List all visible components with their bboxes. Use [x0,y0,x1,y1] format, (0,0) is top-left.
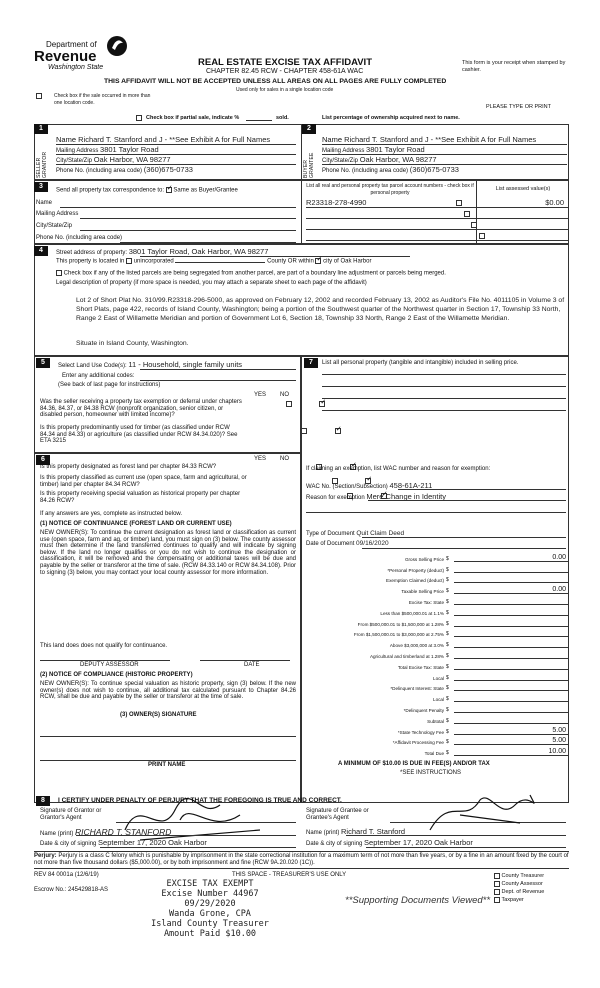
section-2-number: 2 [302,124,316,134]
print-name-line[interactable] [40,760,296,761]
located-label: This property is located in [56,258,125,265]
section-6 [34,453,301,803]
buyer-address-row [322,145,425,154]
stamp-line: EXCISE TAX EXEMPT [166,879,254,889]
fee-row [306,605,568,616]
sec3-name-field[interactable] [60,207,296,208]
reason-line-2[interactable] [306,512,566,513]
fee-label: Exemption Claimed (deduct) [386,578,444,584]
fee-label: Local [433,675,444,681]
dollar-sign: $ [446,685,449,692]
parcel-line-2 [306,218,568,219]
dor-swirl-icon [106,34,128,58]
buyer-label: BUYER GRANTEE [303,152,315,178]
land-use-label: Select Land Use Code(s): [58,363,127,369]
section-1-number: 1 [34,124,48,134]
copy-assessor [494,880,544,888]
buyer-phone-field[interactable]: (360)675-0733 [409,165,459,174]
section-7-number: 7 [304,358,318,368]
street-row [56,247,268,256]
treasurer-only: THIS SPACE - TREASURER'S USE ONLY [232,872,347,878]
fee-row [306,659,568,670]
see-back-note: (See back of last page for instructions) [58,382,161,388]
street-label: Street address of property: [56,250,128,256]
fee-row [306,702,568,713]
fee-row [306,616,568,627]
fee-label: From $1,500,000.01 to $3,000,000 at 2.75% [353,632,444,638]
buyer-phone-label: Phone No. (including area code) [322,168,409,174]
sec5-q2: Is this property predominantly used for timber (as classified under RCW 84.34 and 84.33) or agriculture (as classified under RCW 84.34.020)? See ETA 3215 [40,425,238,444]
notice-1-title: (1) NOTICE OF CONTINUANCE (FOREST LAND OR CURRENT USE) [40,521,232,527]
unincorporated-check[interactable] [126,258,132,264]
fee-value[interactable] [454,607,568,616]
grantor-sig-label: Signature of Grantor or Grantor's Agent [40,808,102,821]
seller-phone-label: Phone No. (including area code) [56,168,143,174]
qualify-row [40,643,167,649]
doc-type-label: Type of Document [306,531,355,537]
copy-revenue-label: Dept. of Revenue [501,889,545,895]
buyer-address-label: Mailing Address [322,148,365,154]
same-as-buyer-label: Same as Buyer/Grantee [173,187,238,194]
rule [100,847,296,848]
rule [362,548,566,549]
divider [301,180,302,244]
stamp-line: 09/29/2020 [184,899,236,909]
perjury-text: Perjury is a class C felony which is punishable by imprisonment in the state correctional institution for a maximum term of not more than five years, or by a fine in an amount fixed by the court of not more than five thousand dollars ($5,000.00), or by both imprisonment and fine (RCW 9A.20.020 (1C)). [34,853,569,866]
copy-taxpayer [494,896,544,904]
sec3-name-label: Name [36,200,53,206]
fee-label: Total Due [424,751,444,757]
sec6-q2: Is this property classified as current use (open space, farm and agricultural, or timber) land per chapter 84.34 RCW? [40,475,247,488]
partial-sale-label: Check box if partial sale, indicate % [146,115,240,121]
unincorporated-label: unincorporated [133,258,174,265]
send-to-label: Send all property tax correspondence to: [56,187,165,194]
rule [362,537,566,538]
fee-row [306,562,568,573]
parcel-check-2[interactable] [464,211,470,217]
minimum-note: A MINIMUM OF $10.00 IS DUE IN FEE(S) AND/OR TAX [338,761,490,767]
dollar-sign: $ [446,750,449,757]
dollar-sign: $ [446,652,449,659]
fee-row [306,691,568,702]
fee-value[interactable] [454,574,568,583]
fee-label: Above $3,000,000 at 3.0% [389,643,444,649]
print-name-label: PRINT NAME [148,762,186,768]
dollar-sign: $ [446,631,449,638]
fee-value[interactable]: 5.00 [454,726,568,735]
assessed-header: List assessed value(s) [495,186,551,192]
notice-1-body: NEW OWNER(S): To continue the current designation as forest land or classification as current use (open space, farm and ag, or timber) land, you must sign on (3) below. The county assessor must then determine if the land transferred continues to qualify and will indicate by signing below. If the land no longer qualifies or you do not wish to continue the designation or classification, it will be removed and the compensating or additional taxes will be due and payable by the seller or transferor at the time of sale. (RCW 84.33.140 or RCW 84.34.108). Prior to signing (3) below, you may contact your local county assessor for more information. [40,530,296,576]
buyer-city-label: City/State/Zip [322,158,359,164]
stamp-line: Excise Number 44967 [161,889,259,899]
partial-sale-check[interactable] [136,115,142,122]
county-field[interactable] [175,262,265,263]
segregated-label: Check box if any of the listed parcels are being segregated from another parcel, are part of a boundary line adjustment or parcels being merged. [63,270,446,277]
parcel-header: List all real and personal property tax parcel account numbers - check box if personal property [306,183,474,196]
segregated-check[interactable] [56,270,62,276]
seller-phone-row [56,165,193,174]
rule [34,868,569,869]
fee-label: *Personal Property (deduct) [387,567,444,573]
grantee-name-label: Name (print) [306,830,340,836]
fee-value[interactable] [454,704,568,713]
seller-city-label: City/State/Zip [56,158,93,164]
fee-value[interactable] [454,618,568,627]
seller-name-label: Name [56,135,77,144]
section-8-number: 8 [36,796,50,806]
land-use-field[interactable]: 11 - Household, single family units [128,360,243,369]
fee-label: *Delinquent Penalty [403,707,444,713]
parcel-line-1 [306,207,568,208]
multi-location-check[interactable] [36,93,42,100]
parcel-line-3 [306,229,568,230]
grantor-date-row [40,838,207,847]
fee-value[interactable] [454,639,568,648]
reason-field[interactable]: Mere Change in Identity [366,492,447,501]
fee-label: From $500,000.01 to $1,500,000 at 1.28% [357,621,444,627]
dollar-sign: $ [446,566,449,573]
qualify-label: This land does does not qualify for continuance. [40,643,168,649]
doc-date-label: Date of Document [306,541,355,547]
rule [34,851,569,852]
dollar-sign: $ [446,642,449,649]
copy-taxpayer-check[interactable] [494,897,500,903]
fee-label: Excise Tax: State [408,599,444,605]
fee-row [306,573,568,584]
fee-value[interactable]: 0.00 [454,553,568,562]
rule [140,369,296,370]
grantee-signature[interactable] [420,785,550,840]
fee-table [306,551,568,756]
additional-codes-label: Enter any additional codes: [62,373,135,379]
fee-label: Gross Selling Price [404,556,444,562]
parcel-line-4 [306,240,568,241]
fee-label: Subtotal [427,718,444,724]
rule [140,256,410,257]
fee-row [306,551,568,562]
rule [398,489,566,490]
stamp-line: Amount Paid $10.00 [163,929,257,939]
section-3-number: 3 [34,182,48,192]
doc-type-field[interactable]: Quit Claim Deed [356,530,405,537]
sold-label: sold. [276,115,289,121]
fee-row [306,648,568,659]
copy-assessor-check[interactable] [494,881,500,887]
grantee-date-field[interactable]: September 17, 2020 Oak Harbor [364,838,473,847]
fee-value[interactable] [454,672,568,681]
fee-row [306,594,568,605]
sec6-no-header: NO [280,456,289,462]
parcel-number[interactable]: R23318-278-4990 [306,198,367,207]
fee-row [306,724,568,735]
dollar-sign: $ [446,663,449,670]
certify-statement: I CERTIFY UNDER PENALTY OF PERJURY THAT THE FOREGOING IS TRUE AND CORRECT. [58,797,342,804]
state-label: Washington State [48,64,104,71]
notice-2-body: NEW OWNER(S): To continue special valuation as historic property, sign (3) below. If the new owner(s) does not wish to continue, all additional tax calculated pursuant to Chapter 84.26 RCW, shall be due and payable by the seller or transferor at the time of sale. [40,681,296,701]
copy-assessor-label: County Assessor [501,881,543,887]
buyer-name-field[interactable]: Richard T. Stanford and J - **See Exhibit A for Full Names [344,135,537,144]
dollar-sign: $ [446,620,449,627]
section-6-number: 6 [36,455,50,465]
revenue-label: Revenue [34,48,97,65]
correspondence-row [56,187,238,194]
fee-label: Less than $500,000.01 at 1.1% [380,610,444,616]
dept-label: Department of [46,40,97,49]
street-field[interactable]: 3801 Taylor Road, Oak Harbor, WA 98277 [128,247,269,256]
sec3-address-field[interactable] [80,218,296,219]
sec3-city-field[interactable] [80,230,296,231]
fee-label: Taxable Selling Price [401,589,444,595]
list-pct-label: List percentage of ownership acquired next to name. [322,115,460,121]
dor-logo [34,34,144,74]
sec5-q1-yes[interactable] [286,401,292,407]
additional-codes-field[interactable] [140,380,296,381]
personal-line-4[interactable] [322,410,566,411]
form-title: REAL ESTATE EXCISE TAX AFFIDAVIT [198,57,373,68]
see-instructions: *SEE INSTRUCTIONS [400,770,462,776]
seller-address-field[interactable]: 3801 Taylor Road [100,145,159,154]
buyer-city-field[interactable]: Oak Harbor, WA 98277 [359,155,437,164]
date-label: DATE [244,662,260,668]
rule [76,835,296,836]
fee-value[interactable] [454,715,568,724]
partial-pct-field[interactable] [246,120,272,121]
doc-date-row [306,540,389,547]
treasurer-stamp [150,879,270,939]
fee-label: *Delinquent Interest: State [390,686,444,692]
county-label: County OR within [267,258,314,265]
grantor-name-label: Name (print) [40,831,74,837]
personal-line-2[interactable] [322,386,566,387]
dollar-sign: $ [446,706,449,713]
fee-label: Local [433,697,444,703]
fee-label: Total Excise Tax: State [397,664,444,670]
rule [366,847,566,848]
fee-value[interactable] [454,596,568,605]
doc-date-field[interactable]: 09/16/2020 [356,540,389,547]
seller-address-row [56,145,159,154]
dollar-sign: $ [446,717,449,724]
buyer-phone-row [322,165,459,174]
dollar-sign: $ [446,696,449,703]
stamp-line: Wanda Grone, CPA [169,909,251,919]
grantor-date-field[interactable]: September 17, 2020 Oak Harbor [98,838,207,847]
same-as-buyer-check[interactable] [166,187,172,193]
wac-field[interactable]: 458-61A-211 [389,481,433,490]
seller-name-field[interactable]: Richard T. Stanford and J - **See Exhibit A for Full Names [78,135,271,144]
seller-name-row [56,135,296,144]
deputy-line[interactable] [40,660,170,661]
grantee-date-label: Date & city of signing [306,841,363,847]
sec6-q1: Is this property designated as forest land per chapter 84.33 RCW? [40,464,217,470]
deputy-label: DEPUTY ASSESSOR [80,662,139,668]
legal-label: Legal description of property (if more space is needed, you may attach a separate sheet to each page of the affidavit) [56,280,367,286]
date-line[interactable] [200,660,290,661]
dollar-sign: $ [446,588,449,595]
fee-value[interactable] [454,693,568,702]
seller-label: SELLER GRANTOR [36,151,48,178]
seller-city-field[interactable]: Oak Harbor, WA 98277 [93,155,171,164]
dollar-sign: $ [446,598,449,605]
location-row [56,258,371,265]
dollar-sign: $ [446,577,449,584]
dollar-sign: $ [446,555,449,562]
fee-row [306,681,568,692]
sec6-q3: Is this property receiving special valuation as historical property per chapter 84.26 RCW? [40,491,241,504]
type-print-note: PLEASE TYPE OR PRINT [486,104,552,110]
escrow-number: Escrow No.: 245429818-AS [34,887,109,893]
stamp-line: Island County Treasurer [151,919,269,929]
sec6-yes-header: YES [254,456,267,462]
parcel-personal-check[interactable] [456,200,462,206]
rule [346,835,566,836]
owner-signature-line[interactable] [40,736,296,737]
seller-phone-field[interactable]: (360)675-0733 [143,165,193,174]
rule [368,500,566,501]
copy-taxpayer-label: Taxpayer [501,897,524,903]
copy-treasurer [494,872,544,880]
copy-revenue [494,888,544,896]
fee-row [306,670,568,681]
buyer-address-field[interactable]: 3801 Taylor Road [366,145,425,154]
perjury-block [34,853,569,866]
copy-treasurer-label: County Treasurer [501,873,545,879]
used-only-note: Used only for sales in a single location code [236,87,334,93]
reason-label: Reason for exemption [306,495,365,501]
perjury-label: Perjury: [34,853,57,859]
divider [476,180,477,244]
fee-label: Agricultural and timberland at 1.28% [369,653,444,659]
grantee-date-row [306,838,473,847]
buyer-name-row [322,135,567,144]
land-use-row [58,360,242,369]
parcel-check-4[interactable] [479,233,485,239]
buyer-name-label: Name [322,135,343,144]
fee-row [306,583,568,594]
fee-value[interactable] [454,628,568,637]
dollar-sign: $ [446,728,449,735]
form-chapter: CHAPTER 82.45 RCW - CHAPTER 458-61A WAC [206,68,364,75]
supporting-docs-note: **Supporting Documents Viewed** [345,895,491,906]
fee-row [306,735,568,746]
personal-line-1[interactable] [322,374,566,375]
dollar-sign: $ [446,609,449,616]
sec3-phone-label: Phone No. (including area code) [36,235,123,241]
copy-revenue-check[interactable] [494,889,500,895]
grantor-date-label: Date & city of signing [40,841,97,847]
grantee-sig-label: Signature of Grantee or Grantee's Agent [306,808,369,821]
dollar-sign: $ [446,674,449,681]
assessed-value[interactable]: $0.00 [545,198,564,207]
personal-property-label: List all personal property (tangible and intangible) included in selling price. [322,360,519,366]
buyer-city-row [322,155,437,164]
personal-line-3[interactable] [322,398,566,399]
legal-description[interactable]: Lot 2 of Short Plat No. 310/99.R23318-296-5000, as approved on February 12, 2002 and recorded February 13, 2002 as Auditor's File No. 4011105 in Volume 3 of Short Plats, page 422, records of Island County, Washington; being a portion of the Southwest quarter of the Northwest quarter in Section 17, Township 33 North, Range 2 East of Willamette Meridian and portion of Government Lot 6, Section 18, Township 33 North, Range 2 East of the Willamette Meridian. [76,297,565,322]
parcel-check-3[interactable] [471,222,477,228]
warning-banner: THIS AFFIDAVIT WILL NOT BE ACCEPTED UNLESS ALL AREAS ON ALL PAGES ARE FULLY COMPLETED [104,78,447,85]
city-label: city of Oak Harbor [323,258,372,265]
rev-number: REV 84 0001a (12/6/19) [34,872,99,878]
seller-address-label: Mailing Address [56,148,99,154]
fee-value[interactable]: 10.00 [454,747,568,756]
fee-value[interactable] [454,682,568,691]
sec5-no-header: NO [280,392,289,398]
dollar-sign: $ [446,739,449,746]
sec5-yes-header: YES [254,392,267,398]
notice-2-title: (2) NOTICE OF COMPLIANCE (HISTORIC PROPERTY) [40,672,193,678]
fee-value[interactable] [454,564,568,573]
doc-type-row [306,530,404,537]
section-5-number: 5 [36,358,50,368]
city-check[interactable] [315,258,321,264]
segregated-row [56,270,446,277]
sec3-city-label: City/State/Zip [36,223,73,229]
receipt-note: This form is your receipt when stamped by cashier. [462,60,566,73]
fee-value[interactable] [454,661,568,670]
sec5-q1: Was the seller receiving a property tax exemption or deferral under chapters 84.36, 84.37, or 84.38 RCW (nonprofit organization, senior citizen, or disabled person, homeowner with limited income)? [40,399,242,418]
copy-distribution [494,872,544,904]
fee-label: *State Technology Fee [397,729,444,735]
if-any-note: If any answers are yes, complete as instructed below. [40,511,183,517]
copy-treasurer-check[interactable] [494,873,500,879]
exemption-label: If claiming an exemption, list WAC number and reason for exemption: [306,466,491,472]
fee-row [306,745,568,756]
fee-label: *Affidavit Processing Fee [392,740,444,746]
sec3-phone-field[interactable] [120,242,296,243]
fee-value[interactable]: 5.00 [454,736,568,745]
fee-value[interactable] [454,650,568,659]
section-4-number: 4 [34,246,48,256]
fee-row [306,713,568,724]
multi-location-label: Check box if the sale occurred in more than one location code. [54,93,151,106]
fee-row [306,637,568,648]
fee-row [306,627,568,638]
owner-signature-label: (3) OWNER(S) SIGNATURE [120,712,197,718]
fee-value[interactable]: 0.00 [454,585,568,594]
seller-city-row [56,155,171,164]
situate-text[interactable]: Situate in Island County, Washington. [76,340,189,347]
grantee-name-field[interactable]: Richard T. Stanford [341,827,406,836]
sec3-address-label: Mailing Address [36,211,79,217]
grantor-name-field[interactable]: RICHARD T. STANFORD [75,827,172,837]
wac-label: WAC No. (Section/Subsection) [306,484,388,490]
